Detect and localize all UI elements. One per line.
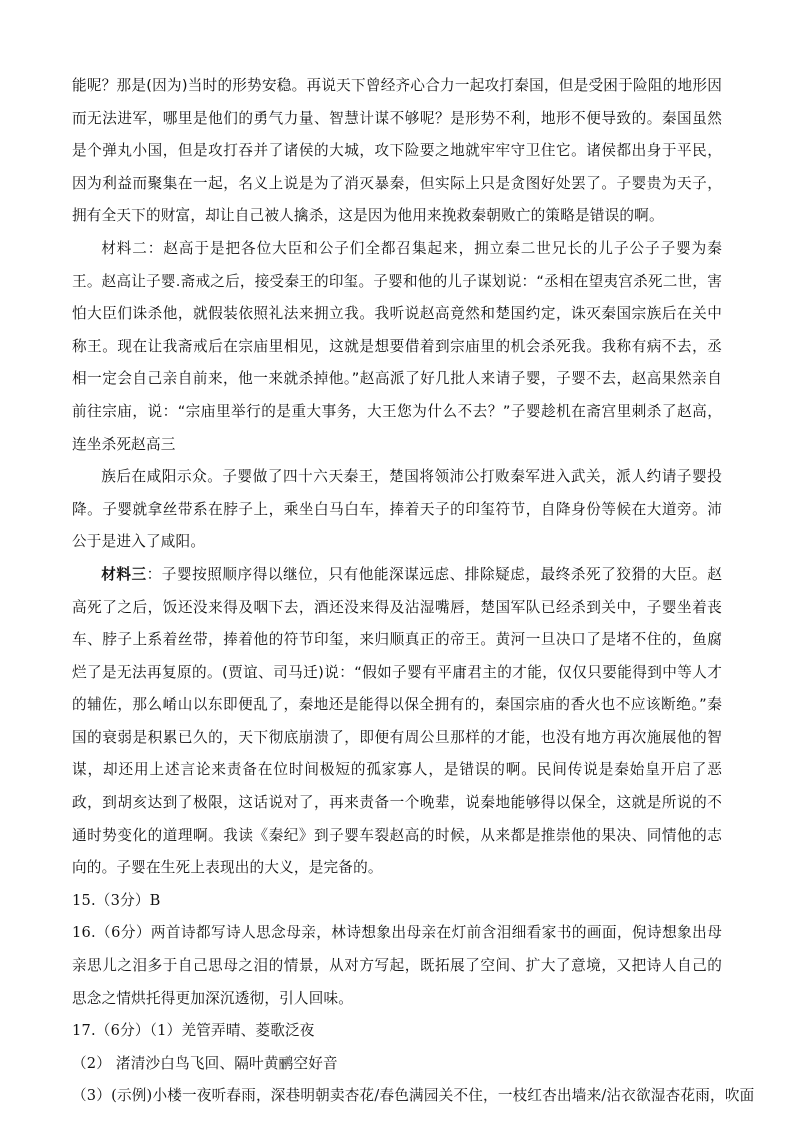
- answer-16: 16.（6分）两首诗都写诗人思念母亲，林诗想象出母亲在灯前含泪细看家书的画面，倪诗想象出母亲思儿之泪多于自己思母之泪的情景，从对方写起，既拓展了空间、扩大了意境，又把诗人自己的思念之情烘托得更加深沉透彻，引人回味。: [72, 924, 722, 1007]
- material-three-label: 材料三: [101, 565, 147, 583]
- document-page: [72, 70, 755, 1113]
- material-two-continuation: 族后在咸阳示众。子婴做了四十六天秦王，楚国将领沛公打败秦军进入武关，派人约请子婴投降。子婴就拿丝带系在脖子上，乘坐白马白车，捧着天子的印玺符节，自降身份等候在大道旁。沛公于是进入了咸阳。: [72, 468, 722, 551]
- material-two-paragraph: 材料二：赵高于是把各位大臣和公子们全都召集起来，拥立秦二世兄长的儿子公子子婴为秦王。赵高让子婴.斋戒之后，接受秦王的印玺。子婴和他的儿子谋划说：“丞相在望夷宫杀死二世，害怕大臣们诛杀他，就假装依照礼法来拥立我。我听说赵高竟然和楚国约定，诛灭秦国宗族后在关中称王。现在让我斋戒后在宗庙里相见，这就是想要借着到宗庙里的机会杀死我。我称有病不去，丞相一定会自己亲自前来，他一来就杀掉他。”赵高派了好几批人来请子婴，子婴不去，赵高果然亲自前往宗庙，说：“宗庙里举行的是重大事务，大王您为什么不去？”子婴趁机在斋宫里刺杀了赵高，连坐杀死赵高三: [72, 239, 722, 453]
- translation-paragraph-1: 能呢？那是(因为)当时的形势安稳。再说天下曾经齐心合力一起攻打秦国，但是受困于险阻的地形因而无法进军，哪里是他们的勇气力量、智慧计谋不够呢？是形势不利，地形不便导致的。秦国虽然是个弹丸小国，但是攻打吞并了诸侯的大城，攻下险要之地就牢牢守卫住它。诸侯都出身于平民，因为利益而聚集在一起，名义上说是为了消灭暴秦，但实际上只是贪图好处罢了。子婴贵为天子，拥有全天下的财富，却让自己被人擒杀，这是因为他用来挽救秦朝败亡的策略是错误的啊。: [72, 77, 722, 225]
- answer-15: 15.（3分）B: [72, 891, 161, 909]
- answer-17-part-3: （3）(示例)小楼一夜听春雨，深巷明朝卖杏花/春色满园关不住，一枝红杏出墙来/沾衣欲湿杏花雨，吹面: [72, 1087, 755, 1105]
- answer-17-part-2: （2） 渚清沙白鸟飞回、隔叶黄鹂空好音: [72, 1054, 338, 1072]
- material-three-paragraph: [72, 559, 722, 885]
- material-three-text: ：子婴按照顺序得以继位，只有他能深谋远虑、排除疑虑，最终杀死了狡猾的大臣。赵高死了之后，饭还没来得及咽下去，酒还没来得及沾湿嘴唇，楚国军队已经杀到关中，子婴坐着丧车、脖子上系着丝带，捧着他的符节印玺，来归顺真正的帝王。黄河一旦决口了是堵不住的，鱼腐烂了是无法再复原的。(贾谊、司马迁)说：“假如子婴有平庸君主的才能，仅仅只要能得到中等人才的辅佐，那么崤山以东即便乱了，秦地还是能得以保全拥有的，秦国宗庙的香火也不应该断绝。”秦国的衰弱是积累已久的，天下彻底崩溃了，即便有周公旦那样的才能，也没有地方再次施展他的智谋，却还用上述言论来责备在位时间极短的孤家寡人，是错误的啊。民间传说是秦始皇开启了恶政，到胡亥达到了极限，这话说对了，再来责备一个晚辈，说秦地能够得以保全，这就是所说的不通时势变化的道理啊。我读《秦纪》到子婴车裂赵高的时候，从来都是推崇他的果决、同情他的志向的。子婴在生死上表现出的大义，是完备的。: [72, 565, 722, 877]
- answer-17-head: 17.（6分）（1）羌管弄晴、菱歌泛夜: [72, 1022, 315, 1040]
